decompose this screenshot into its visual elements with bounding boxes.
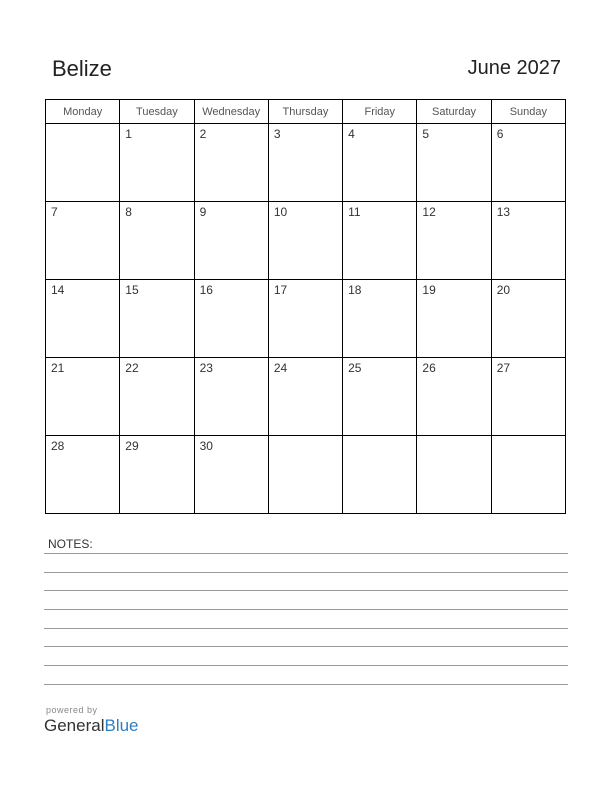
weekday-wednesday: Wednesday xyxy=(194,100,268,124)
day-number xyxy=(343,436,416,439)
day-cell xyxy=(491,124,565,202)
country-title: Belize xyxy=(52,56,112,81)
day-number: 12 xyxy=(422,205,436,219)
weekday-saturday: Saturday xyxy=(417,100,491,124)
day-number xyxy=(417,436,490,439)
day-number: 19 xyxy=(422,283,436,297)
day-cell xyxy=(343,124,417,202)
week-row xyxy=(46,436,566,514)
day-number: 13 xyxy=(496,205,511,219)
day-cell xyxy=(417,358,491,436)
day-cell xyxy=(194,280,268,358)
day-cell xyxy=(46,436,120,514)
day-number: 20 xyxy=(496,283,511,297)
day-number: 26 xyxy=(422,361,436,375)
day-cell xyxy=(46,124,120,202)
weekday-monday: Monday xyxy=(46,100,120,124)
day-number: 3 xyxy=(273,127,281,141)
day-number: 18 xyxy=(348,283,362,297)
note-line xyxy=(44,684,568,685)
week-row xyxy=(46,280,566,358)
day-cell xyxy=(120,436,194,514)
note-line xyxy=(44,646,568,647)
day-number: 7 xyxy=(51,205,58,219)
day-number: 23 xyxy=(199,361,213,375)
day-number: 27 xyxy=(496,361,511,375)
brand-general: General xyxy=(44,716,105,735)
note-line xyxy=(44,590,568,591)
day-cell xyxy=(194,124,268,202)
day-cell xyxy=(491,280,565,358)
day-number: 14 xyxy=(51,283,65,297)
day-number: 11 xyxy=(348,205,361,219)
day-number: 2 xyxy=(199,127,207,141)
day-number: 22 xyxy=(125,361,139,375)
day-number: 29 xyxy=(125,439,139,453)
day-number: 1 xyxy=(125,127,132,141)
day-number: 10 xyxy=(273,205,288,219)
calendar-grid xyxy=(45,99,566,514)
day-cell xyxy=(46,280,120,358)
week-row xyxy=(46,358,566,436)
note-line xyxy=(44,553,568,554)
weekday-tuesday: Tuesday xyxy=(120,100,194,124)
day-number: 28 xyxy=(51,439,65,453)
day-cell xyxy=(194,358,268,436)
week-row xyxy=(46,202,566,280)
month-title: June 2027 xyxy=(467,57,561,79)
day-number xyxy=(46,124,119,127)
day-number: 9 xyxy=(199,205,207,219)
day-number xyxy=(492,436,565,439)
day-cell xyxy=(120,202,194,280)
day-number: 25 xyxy=(348,361,362,375)
day-cell xyxy=(268,280,342,358)
day-cell xyxy=(417,280,491,358)
note-line xyxy=(44,572,568,573)
note-line xyxy=(44,665,568,666)
day-number: 16 xyxy=(199,283,213,297)
brand-logo xyxy=(44,716,139,736)
day-cell xyxy=(417,124,491,202)
day-cell xyxy=(120,358,194,436)
day-cell xyxy=(491,202,565,280)
day-number: 24 xyxy=(273,361,288,375)
day-cell xyxy=(343,358,417,436)
day-number: 17 xyxy=(273,283,288,297)
day-cell xyxy=(343,202,417,280)
day-number: 21 xyxy=(51,361,65,375)
weekday-header-row xyxy=(46,100,566,124)
day-cell xyxy=(120,280,194,358)
day-number: 8 xyxy=(125,205,132,219)
weekday-thursday: Thursday xyxy=(268,100,342,124)
day-cell xyxy=(268,436,342,514)
day-cell xyxy=(491,436,565,514)
day-cell xyxy=(491,358,565,436)
day-cell xyxy=(268,124,342,202)
day-number: 4 xyxy=(348,127,355,141)
day-cell xyxy=(194,202,268,280)
day-number: 30 xyxy=(199,439,213,453)
weekday-sunday: Sunday xyxy=(491,100,565,124)
note-line xyxy=(44,628,568,629)
day-cell xyxy=(417,202,491,280)
day-cell xyxy=(268,202,342,280)
day-number: 6 xyxy=(496,127,504,141)
day-number: 15 xyxy=(125,283,139,297)
day-number: 5 xyxy=(422,127,430,141)
week-row xyxy=(46,124,566,202)
day-cell xyxy=(46,202,120,280)
day-cell xyxy=(417,436,491,514)
brand-blue: Blue xyxy=(104,716,139,735)
day-cell xyxy=(343,436,417,514)
powered-by-text: powered by xyxy=(46,705,98,715)
day-cell xyxy=(46,358,120,436)
day-cell xyxy=(120,124,194,202)
note-line xyxy=(44,609,568,610)
day-number xyxy=(269,436,342,439)
day-cell xyxy=(268,358,342,436)
notes-label: NOTES: xyxy=(48,537,93,551)
weekday-friday: Friday xyxy=(343,100,417,124)
day-cell xyxy=(343,280,417,358)
day-cell xyxy=(194,436,268,514)
